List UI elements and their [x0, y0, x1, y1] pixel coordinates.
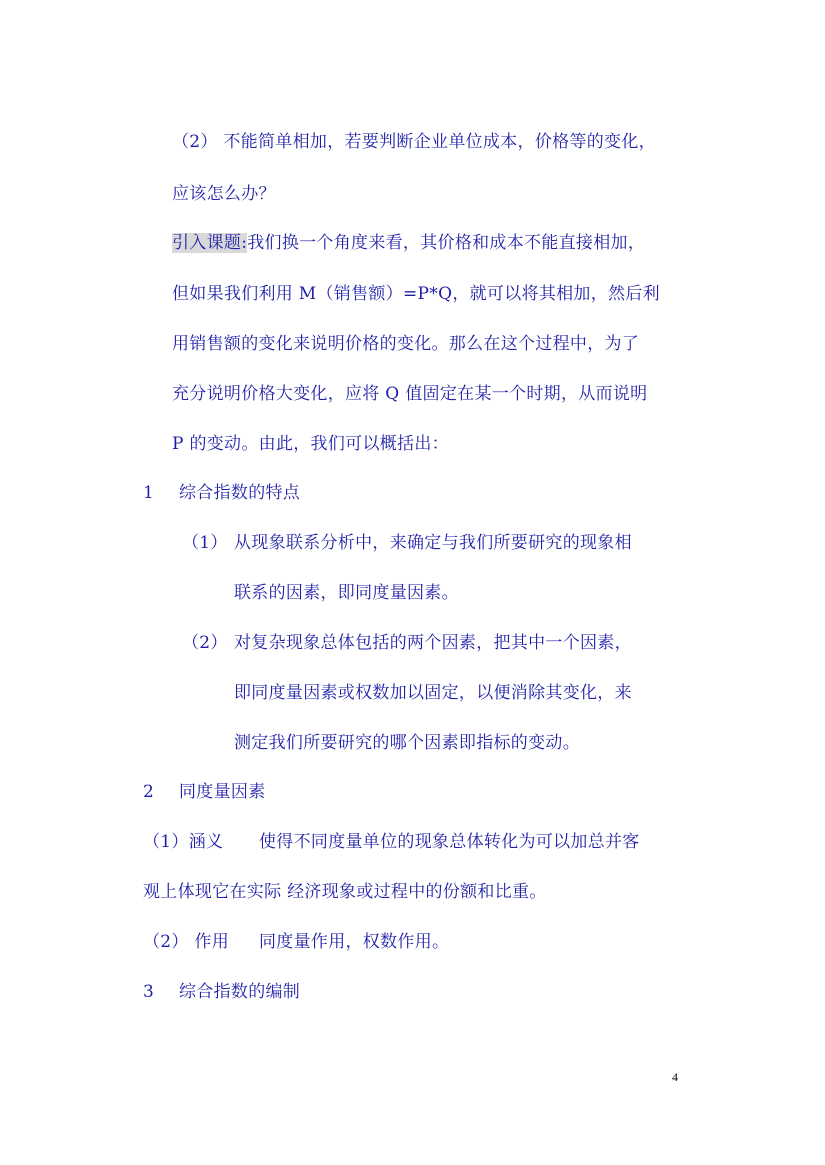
- heading-text: 综合指数的编制: [179, 982, 301, 1002]
- sub-item-number: （1）: [182, 533, 228, 553]
- text-line: 充分说明价格大变化，应将 Q 值固定在某一个时期，从而说明: [172, 384, 648, 404]
- sub-item-1: [182, 532, 632, 554]
- heading-number: 3: [143, 982, 155, 1002]
- text-line: 但如果我们利用 M（销售额）=P*Q，就可以将其相加，然后利: [172, 284, 660, 304]
- text-line: 即同度量因素或权数加以固定，以便消除其变化，来: [234, 683, 632, 703]
- section-heading-3: [143, 981, 300, 1003]
- function-line: [143, 931, 449, 953]
- intro-text: 我们换一个角度来看，其价格和成本不能直接相加，: [247, 233, 646, 253]
- sub-item-number: （2）: [182, 633, 228, 653]
- heading-number: 2: [143, 782, 155, 802]
- text-line: 联系的因素，即同度量因素。: [234, 583, 459, 603]
- text-line: 观上体现它在实际 经济现象或过程中的份额和比重。: [143, 882, 547, 902]
- sub-item-2: [182, 632, 632, 654]
- text-line: 应该怎么办？: [172, 184, 276, 204]
- page-number: 4: [672, 1070, 678, 1084]
- sub-item-text: 从现象联系分析中，来确定与我们所要研究的现象相: [234, 533, 632, 553]
- sub-item-text: 对复杂现象总体包括的两个因素，把其中一个因素，: [234, 633, 632, 653]
- text-line: 用销售额的变化来说明价格的变化。那么在这个过程中，为了: [172, 334, 640, 354]
- text-line: P 的变动。由此，我们可以概括出：: [172, 434, 449, 454]
- text-line: 测定我们所要研究的哪个因素即指标的变动。: [234, 733, 580, 753]
- definition-line: [143, 831, 640, 853]
- function-text: 同度量作用，权数作用。: [259, 932, 450, 952]
- heading-number: 1: [143, 483, 155, 503]
- section-heading-1: [143, 482, 300, 504]
- intro-colon: :: [241, 233, 248, 253]
- definition-text: 使得不同度量单位的现象总体转化为可以加总并客: [259, 832, 640, 852]
- definition-label: （1）涵义: [143, 832, 224, 852]
- intro-paragraph-line: [172, 232, 645, 254]
- heading-text: 综合指数的特点: [179, 483, 301, 503]
- intro-label-highlight: 引入课题: [172, 233, 242, 253]
- function-label: （2） 作用: [143, 932, 230, 952]
- heading-text: 同度量因素: [179, 782, 266, 802]
- section-heading-2: [143, 781, 266, 803]
- text-line: （2） 不能简单相加，若要判断企业单位成本，价格等的变化，: [172, 132, 656, 152]
